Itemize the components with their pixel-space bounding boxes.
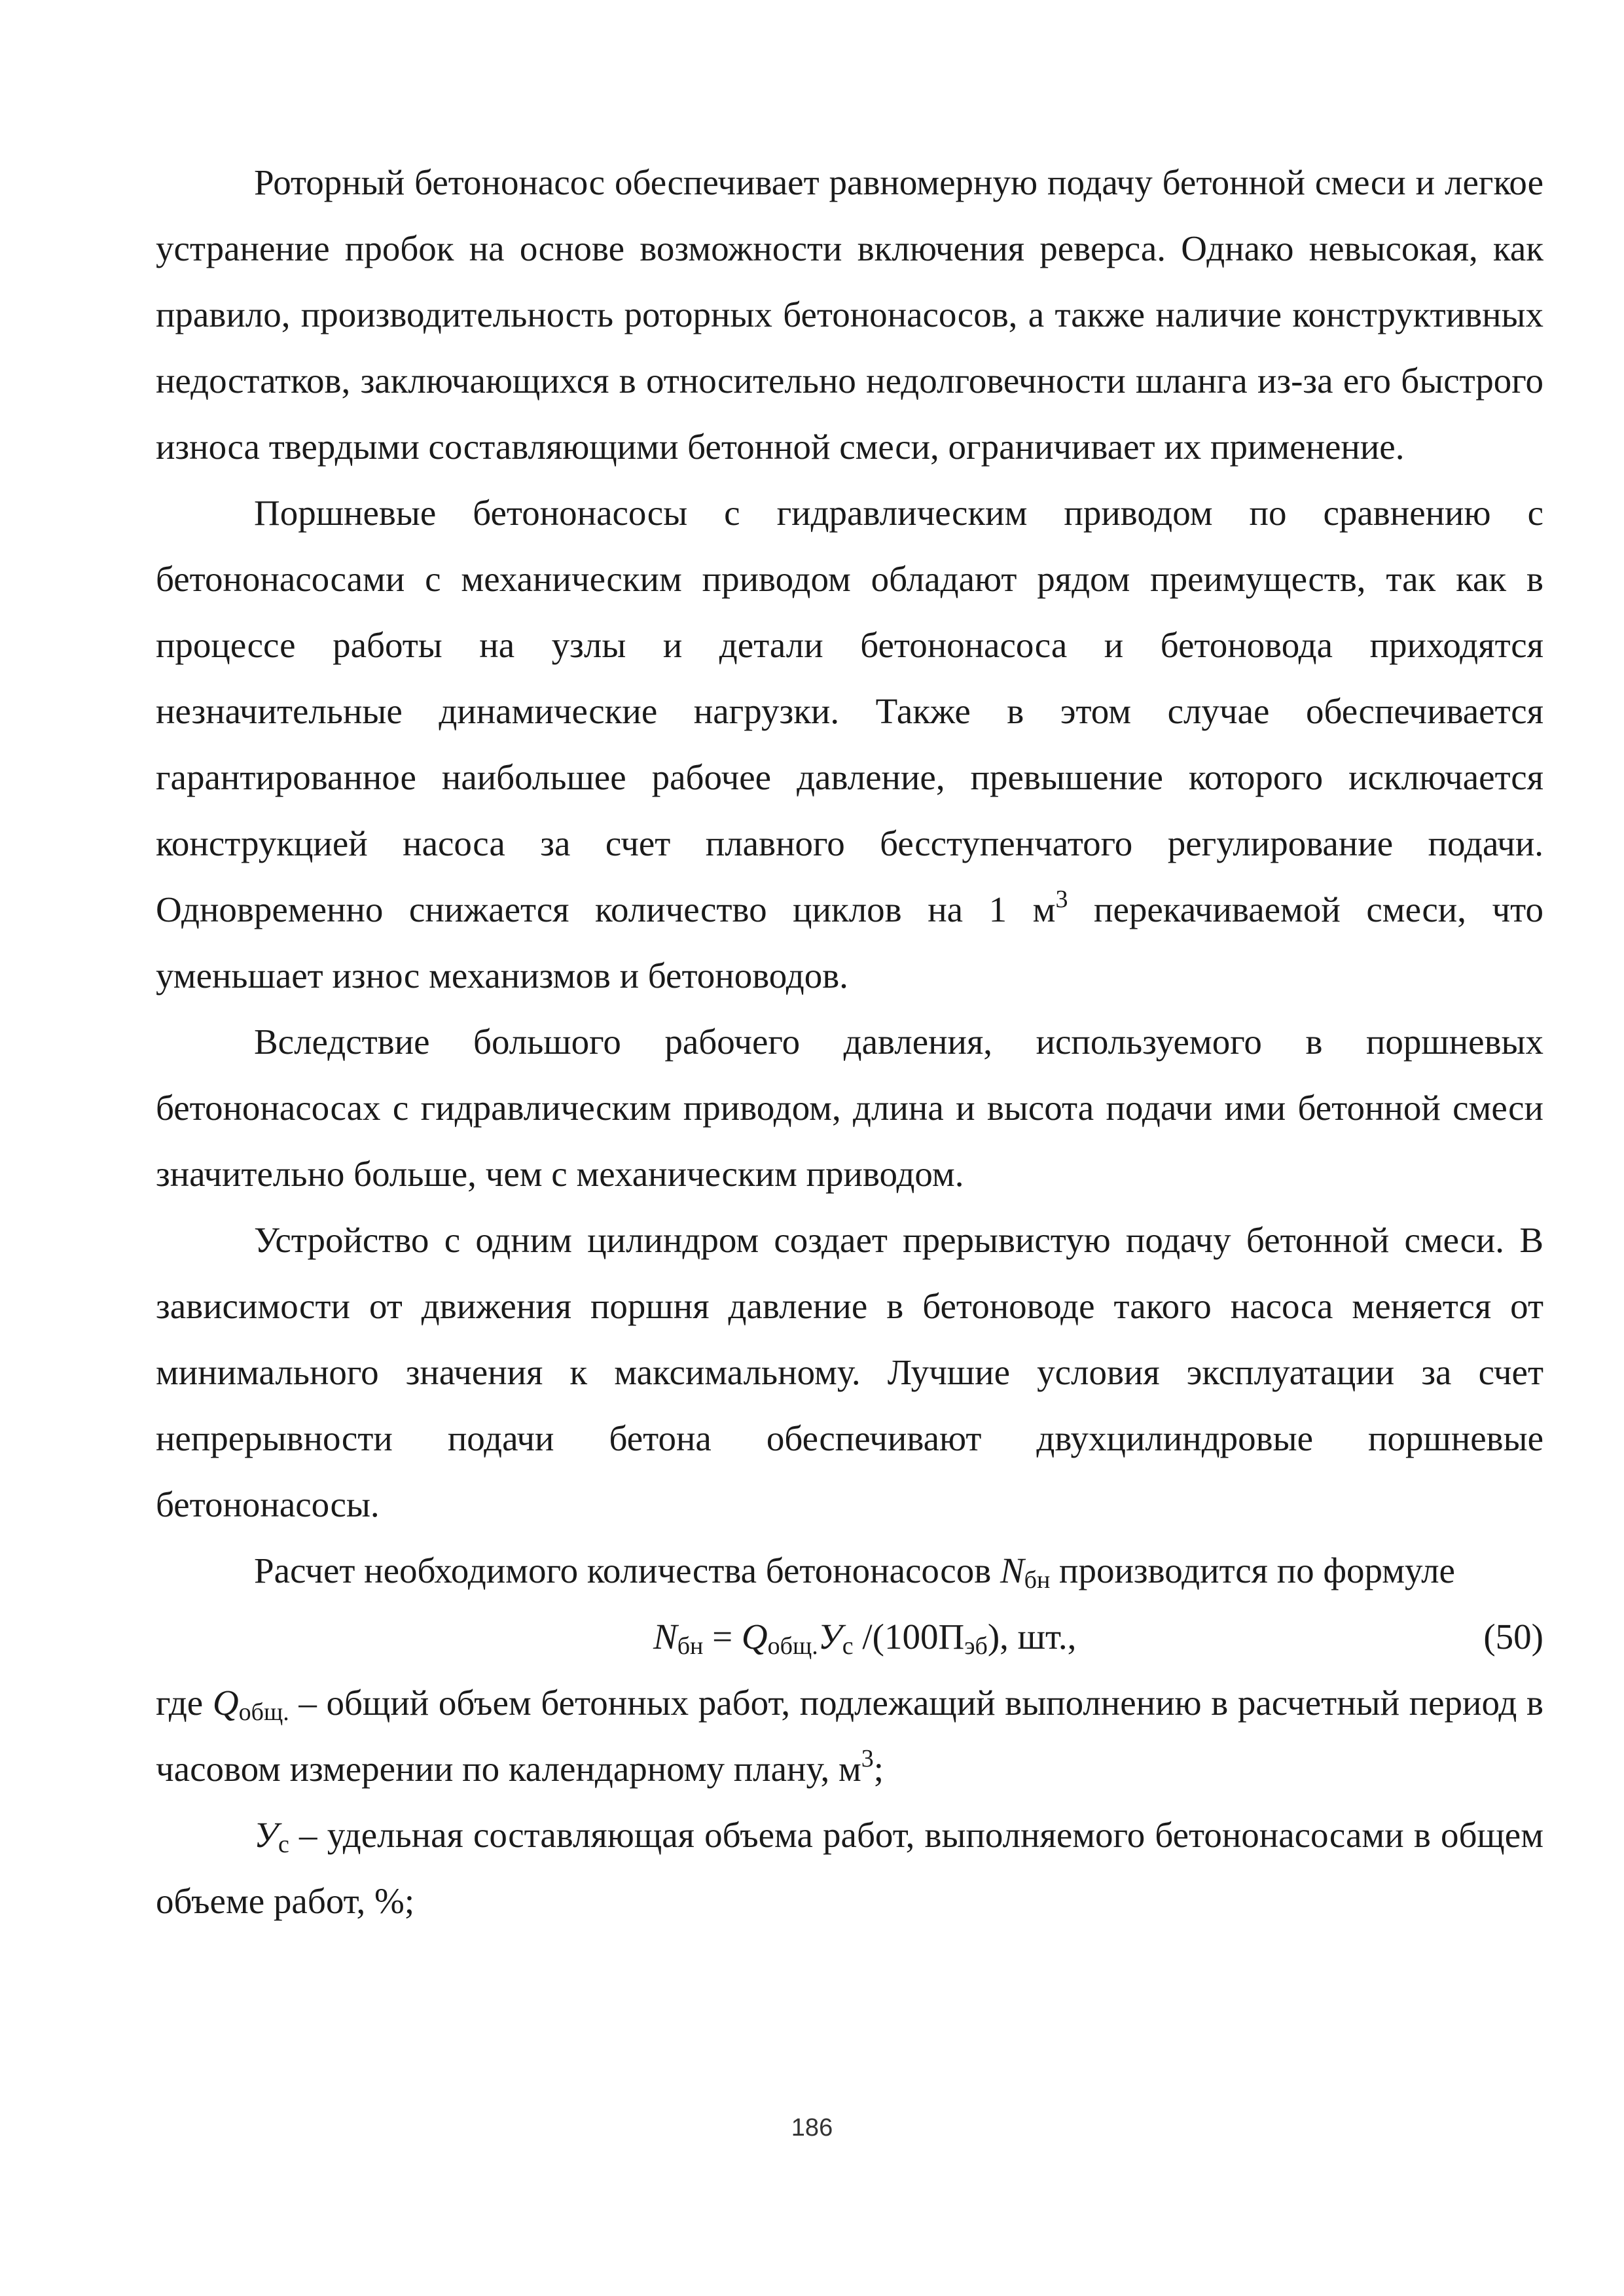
subscript: общ. — [238, 1698, 289, 1726]
paragraph-calculation-intro — [156, 1537, 1543, 1604]
paragraph-text: перекачиваемой смеси, что уменьшает износ механизмов и бетоноводов. — [156, 889, 1543, 996]
subscript: бн — [677, 1632, 704, 1660]
variable-y: У — [254, 1815, 279, 1855]
superscript: 3 — [861, 1745, 874, 1772]
superscript: 3 — [1055, 886, 1068, 913]
paragraph-rotary-pump — [156, 149, 1543, 480]
paragraph-text: Устройство с одним цилиндром создает прерывистую подачу бетонной смеси. В зависимости от движения поршня давление в бетоноводе такого насоса меняется от минимального значения к максимальному. Лучшие условия эксплуатации за счет непрерывности подачи бетона обеспечивают двухцилиндровые поршневые бетононасосы. — [156, 1220, 1543, 1524]
formula-eq: = — [703, 1617, 742, 1657]
formula-mid: /(100П — [853, 1617, 965, 1657]
paragraph-text: Вследствие большого рабочего давления, используемого в поршневых бетононасосах с гидравлическим приводом, длина и высота подачи ими бетонной смеси значительно больше, чем с механическим приводом. — [156, 1022, 1543, 1194]
paragraph-cylinder-device — [156, 1207, 1543, 1537]
subscript: бн — [1024, 1566, 1051, 1594]
paragraph-text: Роторный бетононасос обеспечивает равномерную подачу бетонной смеси и легкое устранение пробок на основе возможности включения реверса. Однако невысокая, как правило, производительность роторных бетононасосов, а также наличие конструктивных недостатков, заключающихся в относительно недолговечности шланга из-за его быстрого износа твердыми составляющими бетонной смеси, ограничивает их применение. — [156, 162, 1543, 467]
paragraph-piston-pumps — [156, 480, 1543, 1009]
variable-n: N — [1000, 1551, 1024, 1590]
formula-row — [156, 1604, 1543, 1670]
definition-end: ; — [873, 1749, 884, 1789]
paragraph-text: Расчет необходимого количества бетононасосов — [254, 1551, 1000, 1590]
definition-y — [156, 1802, 1543, 1934]
formula-tail: ), шт., — [987, 1617, 1077, 1657]
formula-var-q: Q — [741, 1617, 768, 1657]
page-number: 186 — [791, 2114, 833, 2142]
definition-q — [156, 1670, 1543, 1802]
formula-var-y: У — [818, 1617, 842, 1657]
paragraph-text: производится по формуле — [1050, 1551, 1455, 1590]
document-page — [156, 149, 1543, 1934]
subscript: общ. — [767, 1632, 818, 1660]
definition-text: – удельная составляющая объема работ, выполняемого бетононасосами в общем объеме работ, %; — [156, 1815, 1543, 1921]
paragraph-working-pressure — [156, 1009, 1543, 1207]
variable-q: Q — [212, 1683, 239, 1723]
definition-prefix: где — [156, 1683, 213, 1723]
formula-number: (50) — [1483, 1617, 1543, 1657]
subscript: с — [278, 1831, 289, 1858]
formula — [653, 1604, 1076, 1670]
subscript: с — [842, 1632, 854, 1660]
formula-var-n: N — [653, 1617, 677, 1657]
definition-text: – общий объем бетонных работ, подлежащий выполнению в расчетный период в часовом измерении по календарному плану, м — [156, 1683, 1543, 1789]
subscript: эб — [964, 1632, 988, 1660]
paragraph-text: Поршневые бетононасосы с гидравлическим приводом по сравнению с бетононасосами с механическим приводом обладают рядом преимуществ, так как в процессе работы на узлы и детали бетононасоса и бетоновода приходятся незначительные динамические нагрузки. Также в этом случае обеспечивается гарантированное наибольшее рабочее давление, превышение которого исключается конструкцией насоса за счет плавного бесступенчатого регулирование подачи. Одновременно снижается количество циклов на 1 м — [156, 493, 1543, 929]
